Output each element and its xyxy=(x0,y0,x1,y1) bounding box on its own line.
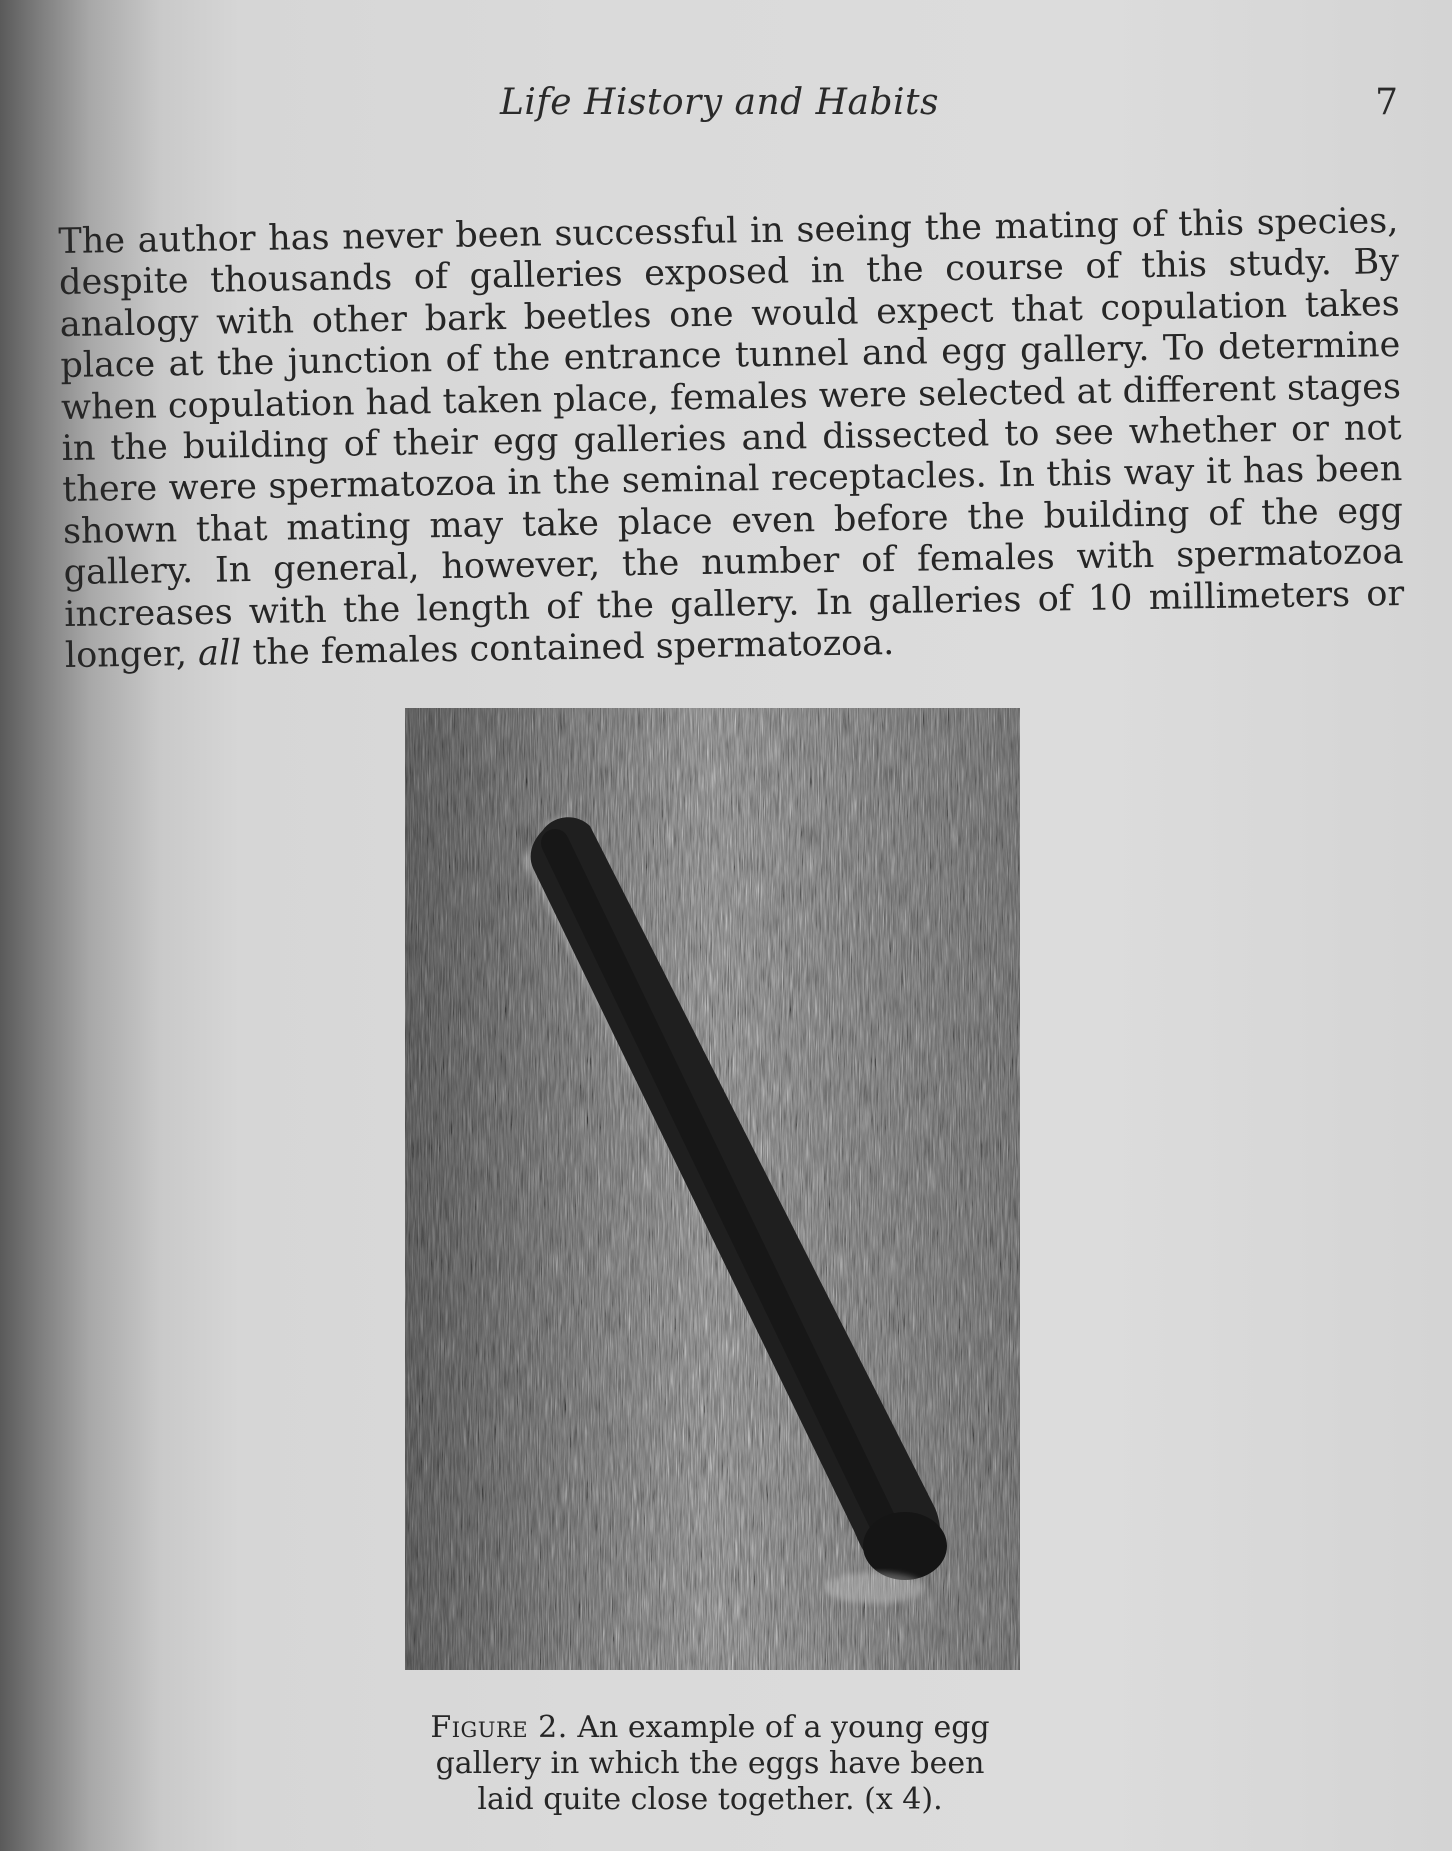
running-head xyxy=(0,82,1452,132)
emphasis-word: all xyxy=(197,633,242,674)
photo-illustration xyxy=(405,708,1020,1670)
paragraph-text: The author has never been successful in seeing the mating of this species, despite thousands of galleries exposed in the course of this study. By analogy with other bark beetles one would expect that copulation takes place at the junction of the entrance tunnel and egg gallery. To determine when copulation had taken place, females were selected at different stages in the building of their egg galleries and dissected to see whether or not there were spermatozoa in the seminal receptacles. In this way it has been shown that mating may take place even before the building of the egg gallery. In general, however, the number of females with spermatozoa increases with the length of the gallery. In galleries of 10 millimeters or longer, xyxy=(58,201,1405,677)
paragraph-text-end: the females contained spermatozoa. xyxy=(252,623,895,674)
body-paragraph xyxy=(58,201,1405,677)
running-title: Life History and Habits xyxy=(500,82,939,123)
figure-caption xyxy=(405,1710,1015,1818)
page-number: 7 xyxy=(1375,82,1398,123)
figure-label: Figure 2. xyxy=(430,1710,568,1745)
figure-photo-egg-gallery xyxy=(405,708,1020,1670)
figure-caption-text: An example of a young egg gallery in which the eggs have been laid quite close together. (x 4). xyxy=(435,1710,990,1817)
